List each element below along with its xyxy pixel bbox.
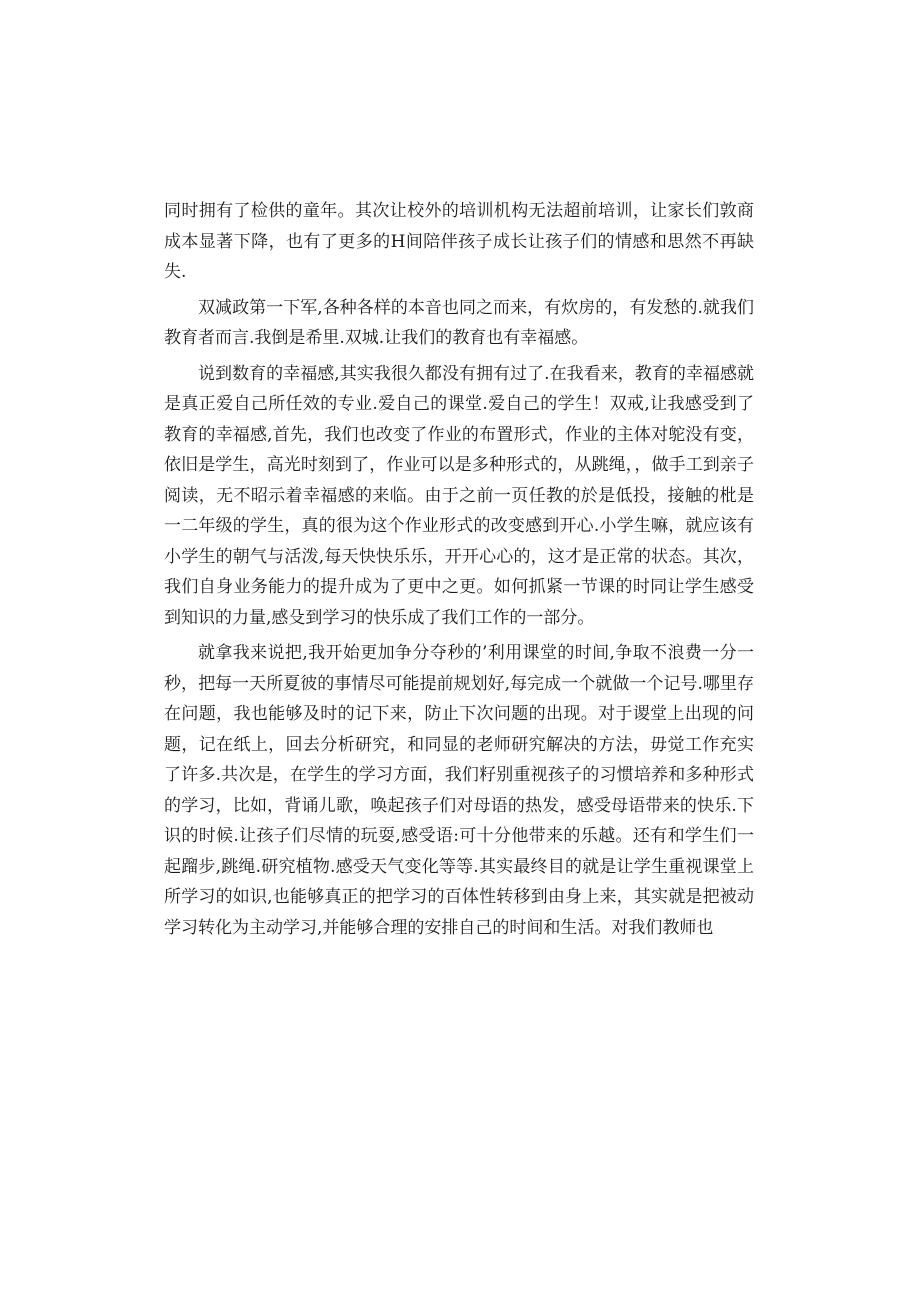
- paragraph-2: 双减政第一下军,各种各样的本音也同之而来，有炊房的，有发愁的.就我们教育者而言.我倒是希里.双城.让我们的教育也有幸福感。: [164, 297, 754, 348]
- paragraph-3: 说到数育的幸福感,其实我很久都没有拥有过了.在我看来，教育的幸福感就是真正爱自己所任效的专业.爱自己的课堂.爱自己的学生！双戒,让我感受到了教育的幸福感,首先，我们也改变了作业的布置形式，作业的主体对鸵没有变，依旧是学生，高光时刻到了，作业可以是多种形式的，从跳绳，，做手工到亲子阅读，无不昭示着幸福感的来临。由于之前一页任教的於是低投，接触的枇是一二年级的学生，真的很为这个作业形式的改变感到开心.小学生嘛，就应该有小学生的朝气与活泼,每天快快乐乐，开开心心的，这才是正常的状态。其次，我们自身业务能力的提升成为了更中之更。如何抓紧一节课的时同让学生感受到知识的力量,感殳到学习的快乐成了我们工作的一部分。: [164, 363, 754, 628]
- paragraph-4: 就拿我来说把,我开始更加争分夺秒的’利用课堂的时间,争取不浪费一分一秒，把每一天所夏彼的事情尽可能提前规划好,每完成一个就做一个记号.哪里存在问题，我也能够及时的记下来，防止下次问题的出现。对于谡堂上出现的问题，记在纸上，回去分析研究，和同显的老师研究解决的方法，毋觉工作充实了许多.共次是，在学生的学习方面，我们籽别重视孩子的习惯培养和多种形式的学习，比如，背诵儿歌，唤起孩子们对母语的热发，感受母语带来的快乐.下识的时候.让孩子们尽情的玩耍,感受语:可十分他带来的乐越。还有和学生们一起蹓步,跳绳.研究植物.感受天气变化等等.其实最终目的就是让学生重视课堂上所学习的如识,也能够真正的把学习的百体性转移到由身上来，其实就是把被动学习转化为主动学习,并能够合理的安排自己的时间和生活。对我们教师也: [164, 643, 754, 938]
- document-body: [164, 196, 754, 948]
- paragraph-1: 同时拥有了检供的童年。其次让校外的培训机构无法超前培训，让家长们敦商成本显著下降，也有了更多的H间陪伴孩子成长让孩子们的情感和思然不再缺失.: [164, 201, 754, 282]
